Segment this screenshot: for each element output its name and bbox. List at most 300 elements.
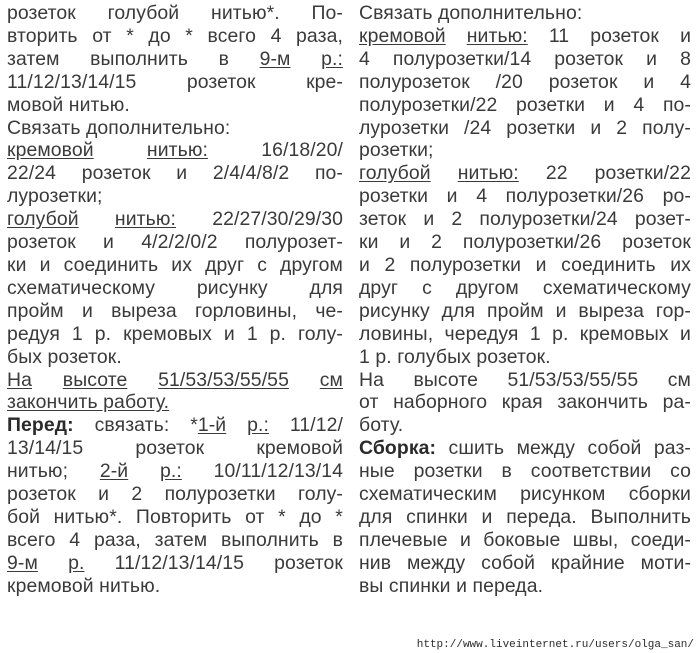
text-segment: 4: [359, 47, 370, 70]
bold-heading: Сборка:: [359, 437, 437, 460]
word: [310, 277, 343, 300]
text-line: [7, 71, 343, 94]
text-segment: рисунку: [359, 299, 430, 322]
text-segment: розетки: [413, 460, 483, 483]
word: [298, 323, 343, 346]
word: [7, 506, 40, 529]
text-line: [359, 2, 691, 25]
text-line: [7, 437, 343, 460]
word: [135, 437, 204, 460]
text-segment: бых розеток.: [7, 345, 122, 368]
word: [635, 208, 691, 231]
word: [359, 48, 370, 71]
text-line: [359, 277, 691, 300]
word: [197, 277, 268, 300]
text-segment: 10/11/12/13/14: [213, 460, 343, 483]
text-segment: 2: [384, 253, 396, 276]
text-segment: кремовой: [256, 437, 343, 460]
text-segment: полурозетки/26: [505, 185, 645, 208]
word: [549, 71, 618, 94]
underlined-text: голубой: [359, 162, 431, 185]
word: [7, 25, 78, 48]
text-segment: соеди-: [630, 528, 691, 551]
word: [82, 162, 151, 185]
word: [552, 323, 568, 346]
word: [359, 529, 448, 552]
text-segment: соответствии: [530, 460, 652, 483]
text-segment: розеток: [590, 24, 660, 47]
text-segment: выреза: [578, 299, 645, 322]
text-segment: пройм: [486, 299, 544, 322]
word: [551, 552, 625, 575]
word: [359, 208, 406, 231]
text-line: [359, 185, 691, 208]
text-segment: и: [98, 483, 110, 506]
word: [680, 323, 691, 346]
underlined-text: нитью:: [466, 24, 528, 47]
text-segment: кремовых: [123, 322, 212, 345]
underlined-text: кремовой: [359, 24, 446, 47]
word: [274, 552, 343, 575]
text-segment: 4/2/2/0/2: [141, 231, 218, 254]
word: [7, 2, 76, 25]
word: [359, 231, 379, 254]
word: [502, 391, 543, 414]
word: [306, 71, 343, 94]
text-segment: горловины,: [195, 299, 298, 322]
word: [359, 437, 436, 460]
text-segment: розеток: [548, 70, 618, 93]
text-segment: выполнить: [90, 47, 188, 70]
text-line: [7, 208, 343, 231]
text-segment: собой: [587, 437, 642, 460]
word: [7, 460, 68, 483]
text-line: [359, 25, 691, 48]
word: [464, 117, 491, 140]
text-line: [7, 575, 343, 598]
word: [422, 277, 432, 300]
text-segment: кре-: [306, 70, 343, 93]
text-segment: 4: [69, 528, 81, 551]
word: [520, 483, 605, 506]
word: [359, 369, 384, 392]
word: [406, 506, 468, 529]
word: [359, 323, 433, 346]
text-segment: схематическому: [542, 276, 691, 299]
text-segment: крайние: [550, 551, 625, 574]
word: [663, 391, 691, 414]
word: [7, 414, 74, 437]
text-segment: затем: [154, 528, 208, 551]
text-segment: и: [103, 231, 114, 254]
word: [7, 529, 56, 552]
text-line: [7, 300, 343, 323]
text-segment: Выполнить: [590, 505, 691, 528]
word: [622, 231, 691, 254]
text-segment: наборного: [393, 391, 488, 414]
word: [211, 2, 280, 25]
text-segment: 4: [270, 24, 282, 47]
text-segment: края: [501, 391, 543, 414]
text-segment: На: [359, 368, 384, 391]
text-segment: высоте: [413, 368, 479, 391]
word: [536, 254, 547, 277]
text-segment: с: [422, 276, 432, 299]
text-line: [7, 277, 343, 300]
text-segment: 16/18/20/: [261, 139, 343, 162]
word: [487, 300, 544, 323]
word: [212, 208, 343, 231]
text-line: [7, 323, 343, 346]
text-segment: 22/27/30/29/30: [212, 208, 343, 231]
word: [158, 369, 289, 392]
text-segment: с: [257, 253, 267, 276]
word: [95, 323, 111, 346]
underlined-text: 1-й: [197, 414, 227, 437]
word: [126, 25, 134, 48]
word: [7, 139, 94, 162]
text-line: [359, 391, 691, 414]
word: [245, 231, 343, 254]
text-segment: со: [670, 460, 691, 483]
word: [278, 506, 286, 529]
text-segment: розеток: [274, 551, 343, 574]
word: [359, 506, 392, 529]
text-segment: сборки: [628, 483, 691, 506]
text-segment: бой: [7, 505, 41, 528]
word: [590, 117, 601, 140]
word: [95, 414, 170, 437]
text-line: [7, 94, 343, 117]
word: [393, 48, 531, 71]
word: [557, 391, 648, 414]
word: [501, 460, 511, 483]
text-segment: розет-: [634, 208, 691, 231]
text-segment: нитью;: [7, 460, 69, 483]
word: [359, 254, 370, 277]
text-segment: плечевые: [359, 528, 448, 551]
word: [7, 323, 60, 346]
word: [315, 162, 343, 185]
text-segment: мовой нитью.: [7, 93, 130, 116]
text-segment: в: [501, 460, 512, 483]
text-segment: выполнить: [220, 528, 319, 551]
word: [463, 231, 601, 254]
text-segment: 2: [431, 231, 443, 254]
word: [190, 414, 226, 437]
word: [543, 277, 691, 300]
word: [359, 483, 497, 506]
word: [580, 323, 669, 346]
word: [72, 323, 83, 346]
underlined-text: высоте: [62, 368, 128, 391]
underlined-text: На: [7, 368, 32, 391]
text-segment: зеток: [359, 208, 407, 231]
word: [333, 529, 343, 552]
word: [482, 506, 493, 529]
underlined-text: 2-й: [99, 460, 129, 483]
text-segment: розетки/22: [594, 162, 691, 185]
text-segment: *: [185, 24, 193, 47]
text-line: [7, 162, 343, 185]
text-segment: 2/4/4/8/2: [212, 162, 290, 185]
word: [573, 529, 619, 552]
word: [270, 323, 286, 346]
word: [668, 369, 691, 392]
text-segment: швы,: [572, 528, 619, 551]
text-segment: р.: [94, 322, 112, 345]
text-segment: полурозетки/14: [392, 47, 532, 70]
word: [506, 117, 575, 140]
text-segment: боту.: [359, 414, 404, 437]
text-segment: и: [176, 162, 188, 185]
text-segment: боковые: [483, 528, 561, 551]
word: [467, 25, 528, 48]
text-segment: и: [590, 116, 602, 139]
text-column-right: [359, 2, 691, 598]
word: [247, 414, 269, 437]
text-segment: розеток: [81, 162, 151, 185]
word: [92, 25, 111, 48]
word: [410, 254, 521, 277]
text-segment: и: [646, 47, 658, 70]
text-line: [7, 117, 343, 140]
text-segment: переда.: [506, 505, 577, 528]
text-line: [359, 117, 691, 140]
word: [479, 208, 617, 231]
word: [148, 25, 170, 48]
word: [604, 94, 615, 117]
word: [7, 437, 83, 460]
underlined-text: нитью:: [146, 139, 208, 162]
text-line: [7, 460, 343, 483]
text-segment: полурозетки: [164, 483, 276, 506]
text-segment: всего: [207, 24, 257, 47]
text-segment: и: [223, 322, 235, 345]
underlined-text: см: [319, 368, 343, 391]
word: [359, 185, 428, 208]
text-line: [359, 208, 691, 231]
text-segment: розеток: [7, 231, 76, 254]
word: [483, 529, 560, 552]
text-segment: по-: [662, 93, 691, 116]
text-segment: для: [309, 276, 343, 299]
text-line: [7, 254, 343, 277]
text-segment: *: [278, 505, 286, 528]
word: [413, 369, 478, 392]
word: [654, 437, 691, 460]
word: [460, 529, 471, 552]
underlined-text: нитью:: [457, 162, 519, 185]
underlined-text: р.: [68, 551, 85, 574]
word: [247, 323, 258, 346]
text-segment: голу-: [297, 483, 343, 506]
text-segment: По-: [311, 2, 343, 24]
text-segment: 1 р. голубых розеток.: [359, 345, 551, 368]
underlined-text: р.:: [160, 460, 182, 483]
text-segment: лурозетки;: [7, 185, 103, 208]
word: [82, 300, 93, 323]
text-line: [359, 575, 691, 598]
text-segment: /20: [495, 70, 523, 93]
word: [578, 300, 644, 323]
word: [312, 2, 343, 25]
text-segment: *: [190, 414, 198, 437]
text-segment: друг: [359, 276, 399, 299]
text-segment: пройм: [7, 299, 64, 322]
text-line: [359, 231, 691, 254]
word: [219, 48, 229, 71]
text-segment: полурозетки/26: [462, 231, 602, 254]
text-line: [7, 2, 343, 25]
text-segment: ные: [359, 460, 395, 483]
text-segment: моти-: [640, 551, 691, 574]
word: [359, 25, 446, 48]
text-line: [7, 139, 343, 162]
text-segment: 11/12/: [289, 414, 343, 437]
text-segment: и: [680, 24, 691, 47]
text-line: [7, 552, 343, 575]
text-segment: голу-: [297, 322, 343, 345]
text-segment: ки: [7, 253, 27, 276]
word: [205, 254, 244, 277]
word: [508, 369, 639, 392]
text-segment: и: [481, 505, 493, 528]
word: [646, 48, 657, 71]
text-segment: закончить: [557, 391, 649, 414]
text-segment: 22/24: [7, 162, 57, 185]
word: [321, 48, 343, 71]
text-segment: в: [218, 47, 229, 70]
word: [245, 506, 264, 529]
word: [590, 25, 659, 48]
text-line: [359, 483, 691, 506]
word: [359, 300, 430, 323]
text-segment: нив: [359, 551, 392, 574]
word: [384, 254, 395, 277]
word: [7, 552, 38, 575]
underlined-text: 9-м: [7, 551, 38, 574]
word: [423, 208, 434, 231]
word: [517, 437, 575, 460]
text-line: [7, 25, 343, 48]
text-line: [359, 323, 691, 346]
text-segment: розеток: [186, 70, 256, 93]
text-segment: *: [335, 505, 343, 528]
text-line: [359, 139, 691, 162]
text-segment: соединить: [63, 253, 159, 276]
word: [257, 254, 267, 277]
text-line: [7, 231, 343, 254]
word: [643, 71, 654, 94]
text-line: [7, 369, 343, 392]
word: [670, 460, 691, 483]
text-segment: 11/12/13/14/15: [7, 70, 137, 93]
text-segment: и: [643, 70, 655, 93]
word: [131, 483, 142, 506]
word: [176, 162, 187, 185]
word: [546, 162, 568, 185]
text-segment: вы спинки и переда.: [359, 574, 544, 597]
text-segment: собой: [481, 551, 536, 574]
text-segment: 4: [680, 70, 691, 93]
text-segment: и: [446, 185, 458, 208]
text-line: [7, 506, 343, 529]
text-segment: голубой: [107, 2, 180, 24]
word: [214, 460, 343, 483]
underlined-text: кремовой: [7, 139, 94, 162]
text-segment: их: [670, 253, 691, 276]
text-segment: розеток: [135, 437, 205, 460]
word: [256, 437, 343, 460]
text-segment: розеток: [554, 47, 624, 70]
text-segment: 4: [633, 93, 645, 116]
text-segment: схематическим: [359, 483, 497, 506]
text-segment: розетки: [359, 185, 429, 208]
word: [506, 506, 577, 529]
word: [680, 71, 691, 94]
text-segment: и: [39, 253, 51, 276]
word: [123, 323, 212, 346]
text-segment: до: [299, 505, 322, 528]
word: [554, 48, 623, 71]
word: [280, 254, 343, 277]
text-segment: полурозетки/24: [479, 208, 618, 231]
word: [359, 391, 378, 414]
word: [642, 117, 691, 140]
word: [481, 552, 535, 575]
word: [359, 71, 470, 94]
text-segment: полу-: [642, 116, 691, 139]
word: [7, 254, 27, 277]
word: [516, 94, 585, 117]
word: [399, 231, 410, 254]
text-segment: че-: [315, 299, 343, 322]
text-segment: р.: [269, 322, 287, 345]
text-segment: сшить: [448, 437, 505, 460]
text-segment: рисунком: [520, 483, 606, 506]
text-line: [359, 437, 691, 460]
text-segment: их: [171, 253, 192, 276]
word: [315, 300, 343, 323]
text-segment: кремовых: [579, 322, 669, 345]
word: [7, 300, 64, 323]
word: [631, 529, 691, 552]
text-line: [359, 300, 691, 323]
word: [476, 185, 487, 208]
word: [261, 139, 343, 162]
word: [359, 277, 398, 300]
text-segment: чередуя: [444, 322, 519, 345]
word: [115, 552, 244, 575]
text-segment: от: [359, 391, 379, 414]
text-segment: нитью*.: [53, 505, 123, 528]
word: [185, 25, 193, 48]
text-segment: другом: [455, 276, 519, 299]
text-line: [359, 552, 691, 575]
word: [359, 162, 431, 185]
text-segment: ра-: [662, 391, 691, 414]
text-segment: выреза: [111, 299, 177, 322]
text-segment: от: [245, 505, 265, 528]
text-segment: редуя: [7, 322, 60, 345]
word: [108, 2, 180, 25]
text-segment: схематическому: [7, 276, 156, 299]
text-segment: 1: [246, 322, 258, 345]
text-segment: нитью*.: [211, 2, 280, 24]
text-segment: раза,: [93, 528, 141, 551]
word: [633, 94, 644, 117]
